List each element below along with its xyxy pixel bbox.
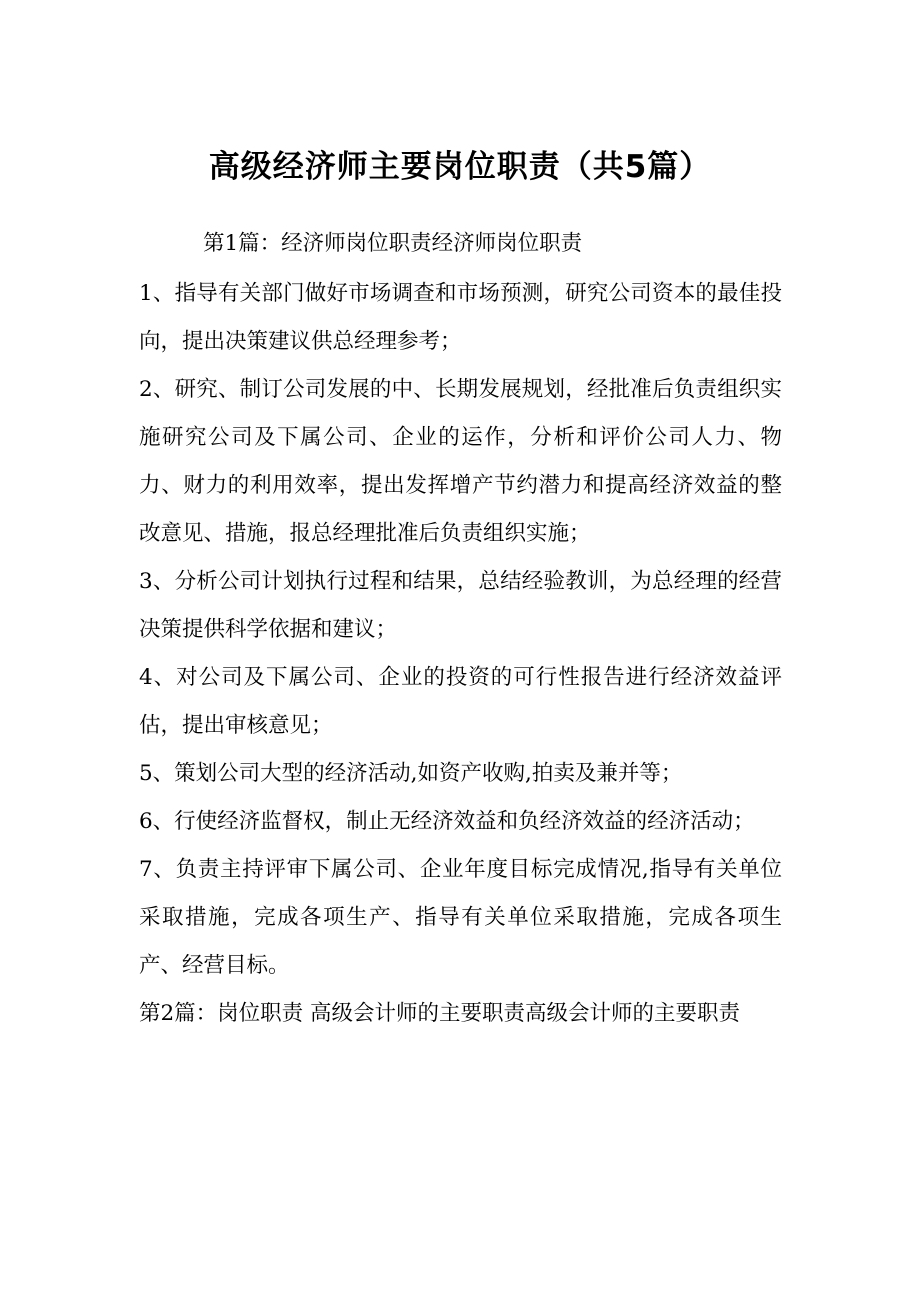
duty-item-2: 2、研究、制订公司发展的中、长期发展规划，经批准后负责组织实施研究公司及下属公司、企业的运作，分析和评价公司人力、物力、财力的利用效率，提出发挥增产节约潜力和提高经济效益的整改意见、措施，报总经理批准后负责组织实施； bbox=[139, 377, 782, 546]
duty-item-6: 6、行使经济监督权，制止无经济效益和负经济效益的经济活动； bbox=[139, 809, 755, 834]
document-body bbox=[139, 220, 782, 1038]
duty-item-5: 5、策划公司大型的经济活动,如资产收购,拍卖及兼并等； bbox=[139, 761, 683, 786]
duty-item-4: 4、对公司及下属公司、企业的投资的可行性报告进行经济效益评估，提出审核意见； bbox=[139, 665, 782, 738]
document-title: 高级经济师主要岗位职责（共5篇） bbox=[208, 149, 712, 185]
duty-item-1: 1、指导有关部门做好市场调查和市场预测，研究公司资本的最佳投向，提出决策建议供总经理参考； bbox=[139, 281, 782, 354]
section-2-heading: 第2篇：岗位职责 高级会计师的主要职责高级会计师的主要职责 bbox=[139, 1001, 741, 1026]
duty-item-7: 7、负责主持评审下属公司、企业年度目标完成情况,指导有关单位采取措施，完成各项生产、指导有关单位采取措施，完成各项生产、经营目标。 bbox=[139, 857, 782, 978]
section-1-heading: 第1篇：经济师岗位职责经济师岗位职责 bbox=[203, 231, 583, 256]
duty-item-3: 3、分析公司计划执行过程和结果，总结经验教训，为总经理的经营决策提供科学依据和建议； bbox=[139, 569, 782, 642]
